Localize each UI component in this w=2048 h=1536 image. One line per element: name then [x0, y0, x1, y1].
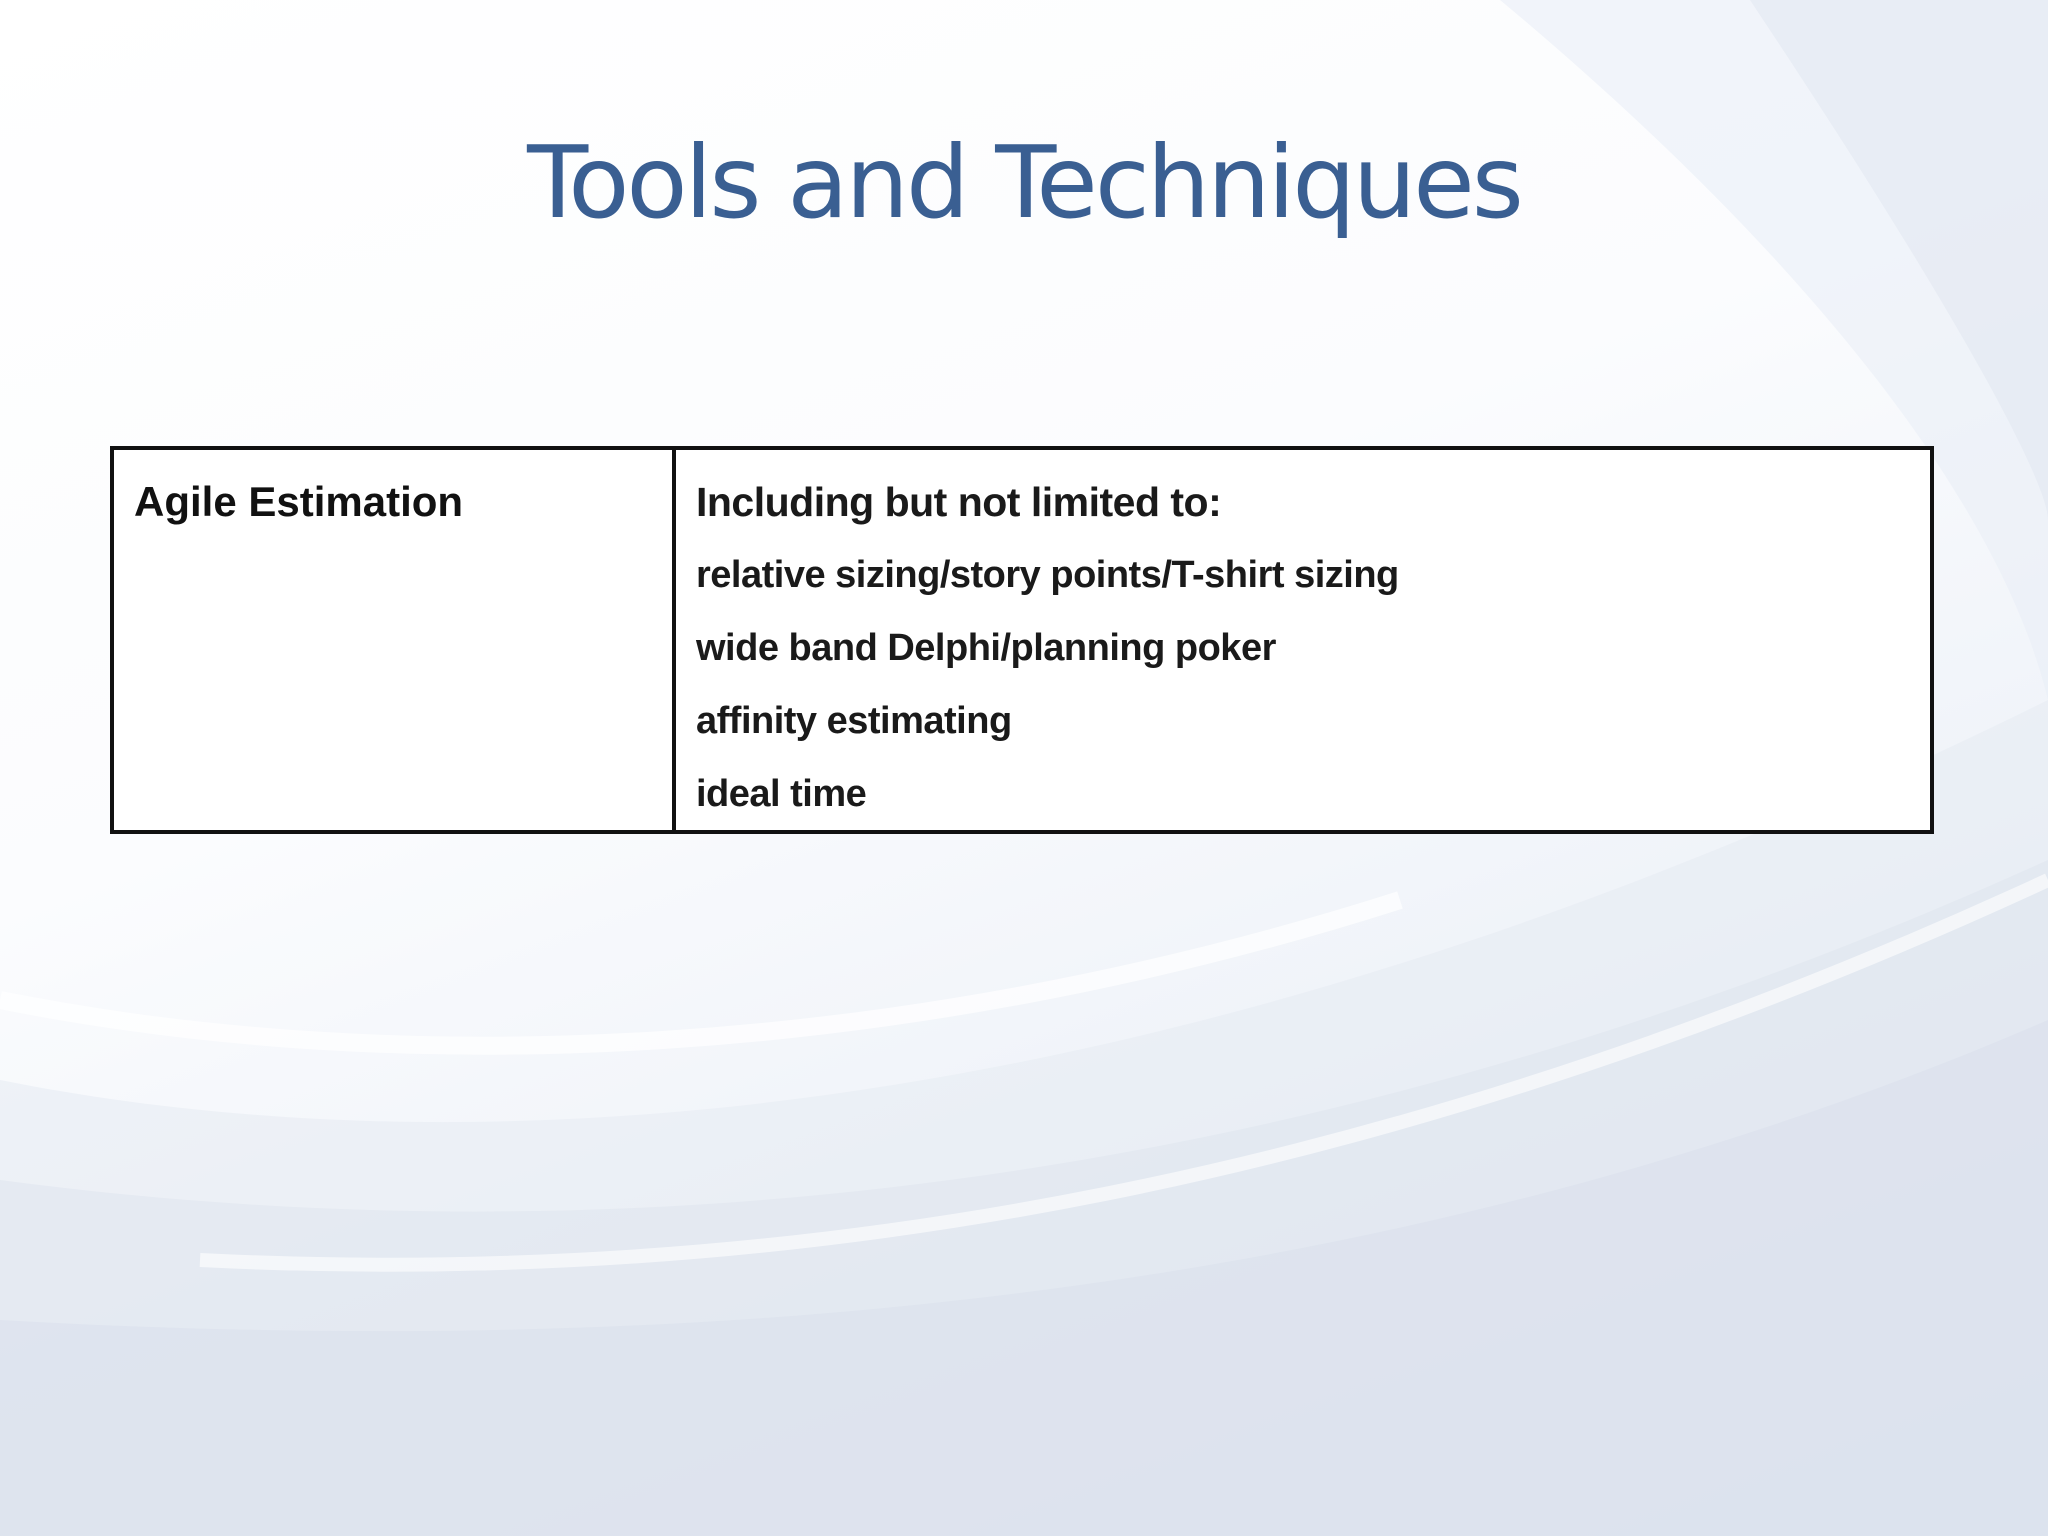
intro-text: Including but not limited to: — [696, 479, 1222, 525]
list-item: relative sizing/story points/T-shirt sizing — [696, 554, 1399, 596]
tools-table — [110, 446, 1934, 834]
list-item: ideal time — [696, 773, 867, 815]
row-label: Agile Estimation — [134, 478, 464, 525]
list-item: wide band Delphi/planning poker — [696, 627, 1276, 669]
table-cell-label — [114, 450, 676, 830]
slide-title: Tools and Techniques — [527, 124, 1521, 241]
list-item: affinity estimating — [696, 700, 1012, 742]
table-cell-content — [676, 450, 1930, 830]
